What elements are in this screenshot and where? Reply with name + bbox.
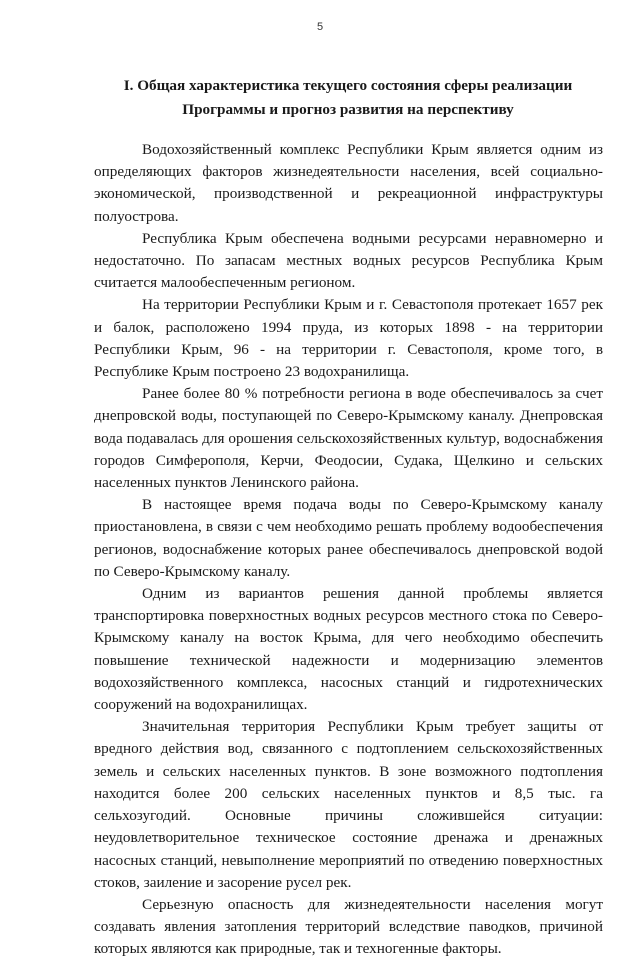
body-text	[94, 139, 603, 961]
paragraph: Значительная территория Республики Крым требует защиты от вредного действия вод, связанного с подтоплением сельскохозяйственных земель и сельских населенных пунктов. В зоне возможного подтопления находится более 200 сельских населенных пунктов и 8,5 тыс. га сельхозугодий. Основные причины сложившейся ситуации: неудовлетворительное техническое состояние дренажа и дренажных насосных станций, невыполнение мероприятий по отведению поверхностных стоков, заиление и засорение русел рек.	[94, 718, 603, 891]
paragraph: Одним из вариантов решения данной проблемы является транспортировка поверхностных водных ресурсов местного стока по Северо-Крымскому каналу на восток Крыма, для чего необходимо обеспечить повышение технической надежности и модернизацию элементов водохозяйственного комплекса, насосных станций и гидротехнических сооружений на водохранилищах.	[94, 585, 603, 714]
paragraph: Ранее более 80 % потребности региона в воде обеспечивалось за счет днепровской воды, поступающей по Северо-Крымскому каналу. Днепровская вода подавалась для орошения сельскохозяйственных культур, водоснабжения городов Симферополя, Керчи, Феодосии, Судака, Щелкино и сельских населенных пунктов Ленинского района.	[94, 385, 603, 492]
paragraph: В настоящее время подача воды по Северо-Крымскому каналу приостановлена, в связи с чем необходимо решать проблему водообеспечения регионов, водоснабжение которых ранее обеспечивалось днепровской водой по Северо-Крымскому каналу.	[94, 496, 603, 580]
section-heading	[92, 74, 604, 122]
section-heading-line-1: I. Общая характеристика текущего состояния сферы реализации	[123, 77, 573, 94]
paragraph: Водохозяйственный комплекс Республики Крым является одним из определяющих факторов жизнедеятельности населения, всей социально-экономической, производственной и рекреационной инфраструктуры полуострова.	[94, 141, 603, 225]
paragraph: Серьезную опасность для жизнедеятельности населения могут создавать явления затопления территорий вследствие паводков, причиной которых являются как природные, так и техногенные факторы.	[94, 895, 603, 958]
paragraph: На территории Республики Крым и г. Севастополя протекает 1657 рек и балок, расположено 1994 пруда, из которых 1898 - на территории Республики Крым, 96 - на территории г. Севастополя, кроме того, в Республике Крым построено 23 водохранилища.	[94, 296, 603, 381]
page-number: 5	[316, 21, 324, 33]
section-heading-line-2: Программы и прогноз развития на перспективу	[182, 101, 514, 118]
paragraph: Республика Крым обеспечена водными ресурсами неравномерно и недостаточно. По запасам местных водных ресурсов Республика Крым считается малообеспеченным регионом.	[94, 229, 603, 292]
